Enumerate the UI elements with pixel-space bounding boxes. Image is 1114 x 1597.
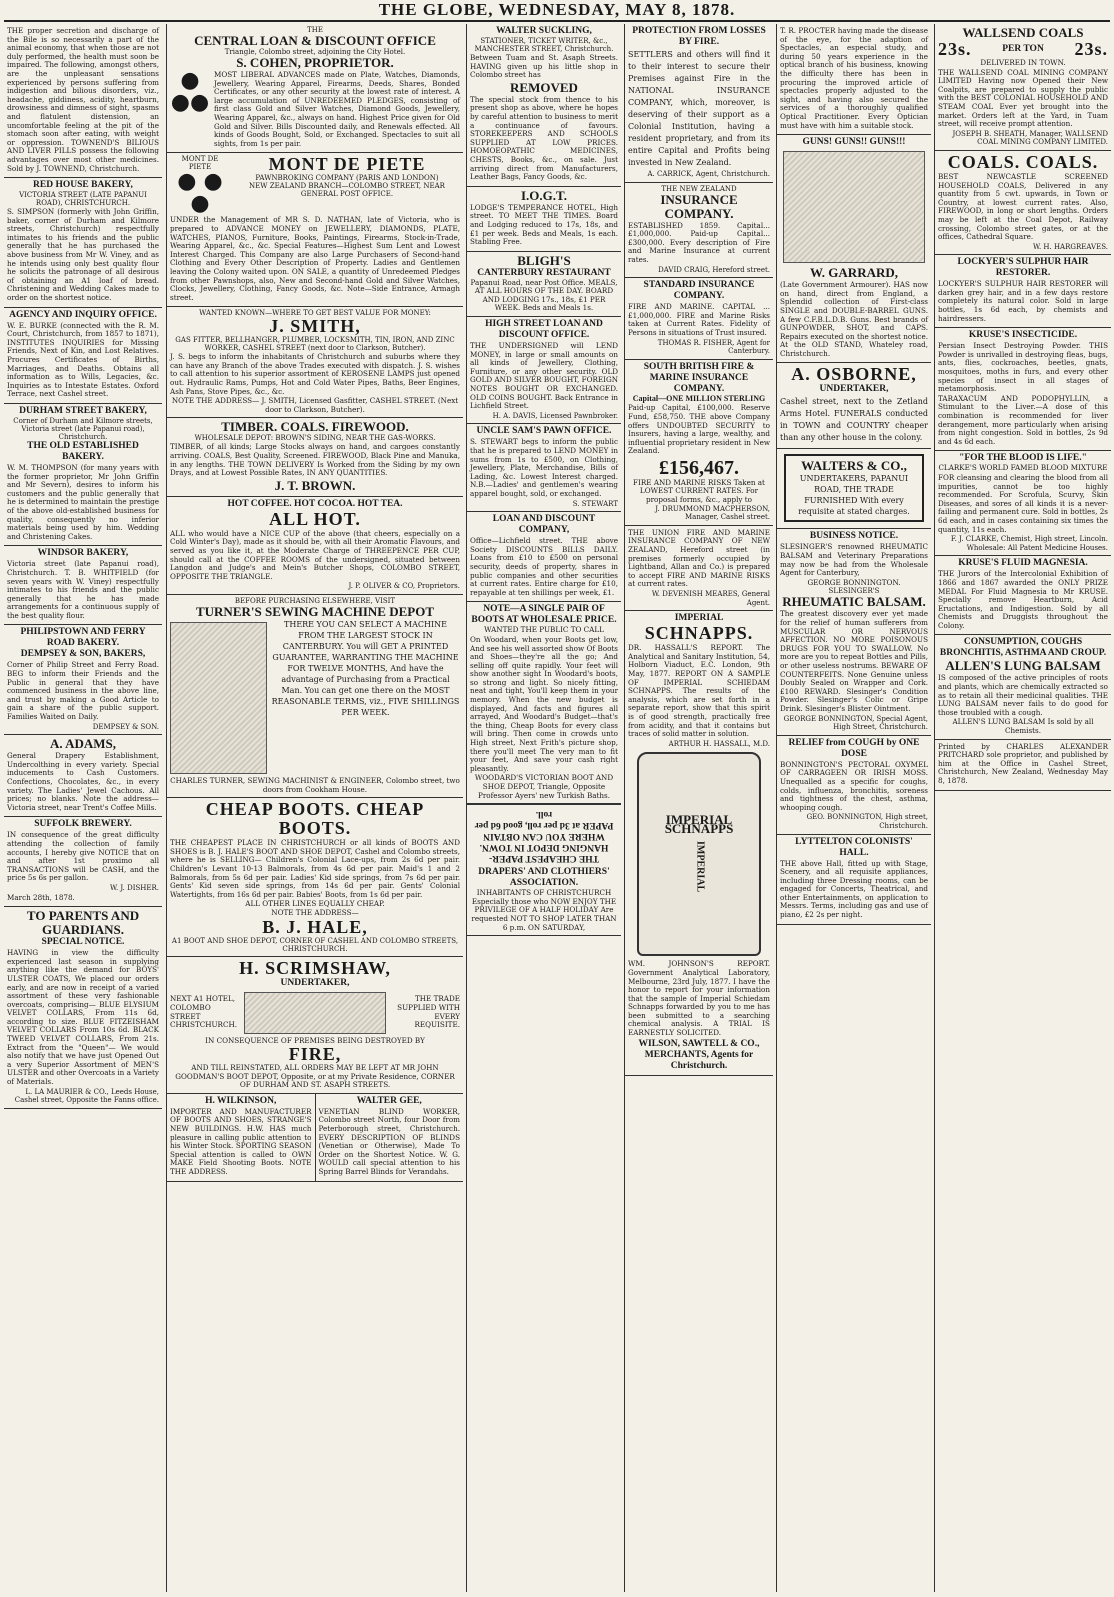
ad-signature: F. J. CLARKE, Chemist, High street, Lincoln. Wholesale: All Patent Medicine Houses.: [950, 535, 1108, 552]
ad-text: TARAXACUM AND PODOPHYLLIN, a Stimulant to the Liver.—A dose of this combination is recommended for liver derangement, more particularly when arising from night congestion. Sold in bottles, 2s 9d and 4s 6d each.: [938, 393, 1108, 446]
ad-note: NOTE THE ADDRESS—: [271, 907, 359, 917]
column-3: [466, 24, 621, 1592]
ad-red-house-bakery: [4, 178, 162, 308]
emblem-label: MONT DE PIETE: [181, 155, 219, 172]
ad-heading: RED HOUSE BAKERY,: [33, 180, 133, 191]
ad-subheading: WHOLESALE DEPOT: BROWN'S SIDING, NEAR THE GAS-WORKS.: [194, 434, 436, 443]
ad-signature: GEORGE BONNINGTON.: [807, 577, 901, 587]
ad-signature: DEMPSEY & SON.: [92, 722, 159, 731]
ad-subheading: CLARKE'S WORLD FAMED BLOOD MIXTURE: [938, 463, 1108, 473]
ad-signature: J. P. OLIVER & CO, Proprietors.: [348, 582, 460, 591]
bottle-side-label: IMPERIAL: [694, 841, 706, 893]
ad-row-bottom: [167, 1094, 463, 1182]
ad-colonists-hall: [777, 835, 931, 925]
ad-subheading: GAS FITTER, BELLHANGER, PLUMBER, LOCKSMITH, TIN, IRON, AND ZINC WORKER, CASHEL STREET (next door to Clarkson, Butcher).: [175, 336, 455, 353]
ad-heading: CENTRAL LOAN & DISCOUNT OFFICE: [194, 33, 436, 48]
ad-lung-balsam: [935, 635, 1111, 739]
price-row: [938, 40, 1108, 59]
ad-capital: Capital—ONE MILLION STERLING: [632, 393, 766, 403]
ad-text: FOR cleansing and clearing the blood from all impurities, cannot be too highly recommended. For Scrofula, Scurvy, Skin Diseases, and sores of all kinds it is a never-failing and permanent cure. Sold in bottles, 2s 6d each, and in cases containing six times the quantity, 11s each.: [938, 472, 1108, 534]
ad-lockyers: [935, 255, 1111, 328]
ad-subheading: SPECIAL NOTICE.: [41, 937, 125, 948]
column-5: [776, 24, 931, 1592]
ad-heading: STANDARD INSURANCE COMPANY.: [643, 280, 755, 302]
ad-heading: LOCKYER'S SULPHUR HAIR RESTORER.: [957, 257, 1089, 279]
ad-text: THE proper secretion and discharge of the Bile is so necessarily a part of the animal economy, that when those are not duly performed, the health must soon be impaired. The following, amongst others, are the unpleasant sensations experienced by persons suffering from indigestion and bilious disorders, viz., headache, giddiness, acidity, heartburn, drowsiness and dimness of sight, spasms and flatulent distension, an uncomfortable feeling at the pit of the stomach soon after eating, with weight or oppression. TOWNEND'S BILIOUS AND LIVER PILLS possess the following advantages over most other medicines. Sold by J. TOWNEND, Christchurch.: [7, 26, 159, 173]
ad-text: General Drapery Establishment, Undercolthing in every variety. Special inducements to Cash Customers. Confections, Chocolates, &c., in every variety. The Ladies' Jewel Cachous. All prices; no blanks. Note the address—Victoria street, near Trent's Coffee Mills.: [7, 751, 159, 812]
ad-pre: SLESINGER'S: [828, 587, 880, 596]
ad-body: [170, 989, 460, 1037]
ad-signature: THOMAS R. FISHER, Agent for Canterbury.: [657, 338, 770, 356]
ad-text: BEST NEWCASTLE SCREENED HOUSEHOLD COALS, Delivered in any quantity from 5 cwt. upwards, in Town or Country, at lowest current rates. Also, FIREWOOD, in long or short lengths. Orders may be left at the Coal Depot, Railway crossing, Colombo street gates, or at the offices, Cathedral Square.: [938, 171, 1108, 242]
ad-signature: ARTHUR H. HASSALL, M.D.: [668, 739, 770, 748]
ad-uncle-sams: [467, 424, 621, 512]
ad-heading: HIGH STREET LOAN AND DISCOUNT OFFICE.: [485, 319, 603, 341]
ad-text: Office—Lichfield street. THE above Society DISCOUNTS BILLS DAILY. Loans from £10 to £500 on personal security, deeds of property, shares in public companies and other securities at current rates. Entire charge for £10, repayable at ten shillings per week, £1.: [470, 536, 618, 597]
ad-text: ALL who would have a NICE CUP of the above (that cheers, especially on a Cold Winter's Day), made as it should be, with all their Aromatic Flavours, and served as you like it, at the Moderate Charge of THREEPENCE PER CUP, should call at the COFFEE ROOMS of the undersigned, situated between Langdon and Judge's and Mein's Butcher Shops, COLOMBO STREET, OPPOSITE THE TRIANGLE.: [170, 528, 460, 581]
ad-walter-gee: [316, 1094, 464, 1182]
ad-heading: PROTECTION FROM LOSSES BY FIRE.: [632, 26, 766, 47]
price-right: 23s.: [1074, 39, 1108, 59]
ad-heading: THE OLD ESTABLISHED BAKERY.: [27, 440, 139, 462]
ad-signature: CHARLES TURNER, SEWING MACHINIST & ENGINEER, Colombo street, two doors from Cookham House.: [170, 775, 460, 794]
masthead: THE GLOBE, WEDNESDAY, MAY 8, 1878.: [378, 0, 736, 19]
ad-text: THE WALLSEND COAL MINING COMPANY LIMITED Having now Opened their New Coalpits, are prepared to supply the public with the BEST COLONIAL HOUSEHOLD AND STEAM COAL Ever yet brought into the market. Orders left at the Yard, in Tuam street, will receive prompt attention.: [938, 67, 1108, 129]
ad-text: FIRE AND MARINE. CAPITAL ... £1,000,000. FIRE and Marine Risks taken at Current Rates. Fidelity of Persons in situations of Trust insured.: [628, 302, 770, 337]
ad-pre: IMPERIAL: [674, 613, 724, 624]
ad-south-british: [625, 360, 773, 526]
imprint-text: Printed by CHARLES ALEXANDER PRITCHARD sole proprietor, and published by him at the Office in Cashel Street, Christchurch, New Zealand, Wednesday May 8, 1878.: [938, 741, 1108, 785]
ad-heading: AGENCY AND INQUIRY OFFICE.: [9, 309, 157, 320]
ad-heading: RELIEF from COUGH by ONE DOSE: [788, 737, 920, 759]
ad-body: [170, 70, 460, 149]
ad-text: W. M. THOMPSON (for many years with the former proprietor, Mr John Griffin and Mr Severn), desires to inform his customers and the public generally that he is determined to maintain the prestige of the above old-established business for quality, consequently no inferior materials being used by him. Wedding and Christening Cakes.: [7, 462, 159, 541]
ad-subheading: Corner of Durham and Kilmore streets, Victoria street (late Papanui road), Christchurch.: [13, 416, 153, 441]
ad-text: Persian Insect Destroying Powder. THIS Powder is unrivalled in destroying fleas, bugs, ants, flies, cockroaches, beetles, gnats, mosquitoes, moths in furs, and every other species of insect in all stages of metamorphosis.: [938, 341, 1108, 394]
ad-wallsend-coals: [935, 24, 1111, 151]
ad-right-text: THE TRADE SUPPLIED WITH EVERY REQUISITE.: [397, 994, 460, 1030]
ad-heading: A. OSBORNE,: [791, 364, 917, 385]
ad-header-row: [170, 155, 460, 215]
ad-text: MOST LIBERAL ADVANCES made on Plate, Watches, Diamonds, Jewellery, Wearing Apparel, Firearms, Deeds, Shares, Bonded Certificates, or any other security at the lowest rate of interest. A large accumulation of UNREDEEMED PLEDGES, consisting of first class Gold and Silver Watches, Diamond Goods, Jewellery, Wearing Apparel, &c., always on hand. Highest Price given for Old Gold and Silver. Bills Discounted daily, and Renewals effected. All kinds of Goods Bought, Sold, or Exchanged. Spectacles to suit all sights, from 1s per pair.: [214, 70, 460, 148]
ad-pre: THE NEW ZEALAND: [661, 184, 737, 193]
ad-text: Between Tuam and St. Asaph Streets. HAVING given up his little shop in Colombo street has: [470, 53, 618, 80]
ad-signature: GEO. BONNINGTON, High street, Christchurch.: [806, 813, 928, 830]
ad-heading: CHEAP BOOTS. CHEAP BOOTS.: [205, 799, 425, 839]
hunting-scene-illustration: [783, 151, 925, 263]
ad-cheap-boots: [167, 798, 463, 956]
ad-signature: DAVID CRAIG, Hereford street.: [658, 265, 770, 274]
ad-blood-mixture: [935, 451, 1111, 556]
ad-heading: WALTER GEE,: [356, 1095, 422, 1106]
schnapps-bottle-illustration: [637, 752, 761, 956]
ad-text: THERE YOU CAN SELECT A MACHINE FROM THE LARGEST STOCK IN CANTERBURY. You will GET A PRINTED GUARANTEE, WARRANTING THE MACHINE FOR TWELVE MONTHS, And have the advantage of Purchasing from a Practical Man. You can get one there on the MOST REASONABLE TERMS, viz., FIVE SHILLINGS PER WEEK.: [271, 619, 460, 717]
ad-text: Corner of Philip Street and Ferry Road. BEG to inform their Friends and the Public in general that they have commenced business in the above line, and trust by making a Good Article to gain a share of the public support. Families Waited on Daily.: [7, 660, 159, 722]
pawnbroker-balls-icon: ● ●●: [170, 68, 210, 115]
ad-fluid-magnesia: [935, 556, 1111, 635]
ad-iogt: [467, 187, 621, 252]
ad-signature: J. T. BROWN.: [274, 477, 356, 493]
ad-suckling: [467, 24, 621, 187]
ad-text: Victoria street (late Papanui road), Christchurch. T. B. WHITFIELD (for seven years with W. Viney) respectfully intimates to his friends and the public generally that he has made arrangements for a continuous supply of the best quality flour.: [7, 559, 159, 620]
ad-subheading: NEW ZEALAND BRANCH—COLOMBO STREET, NEAR GENERAL POST OFFICE.: [249, 182, 445, 199]
ad-heading: BUSINESS NOTICE.: [809, 531, 899, 542]
ad-all-hot: [167, 497, 463, 595]
ad-subheading: VICTORIA STREET (LATE PAPANUI ROAD), CHRISTCHURCH.: [19, 191, 147, 208]
ad-kruse-insecticide: [935, 328, 1111, 451]
ad-heading: TIMBER. COALS. FIREWOOD.: [221, 419, 409, 435]
ad-paperhanging-inverted: [467, 804, 621, 865]
ad-text: ESTABLISHED 1859. Capital... £1,000,000. Paid-up Capital... £300,000. Every description of Fire and Marine Insurance at current rates.: [628, 220, 770, 264]
column-4: [624, 24, 773, 1592]
price-left: 23s.: [938, 39, 972, 59]
ad-turner-sewing: [167, 595, 463, 798]
sewing-machine-illustration: [170, 622, 267, 774]
ad-text: Paid-up Capital, £100,000. Reserve Fund, £58,750. THE above Company offers UNDOUBTED SECURITY to Insurers, having a large, wealthy, and influential proprietary resident in New Zealand.: [628, 403, 770, 456]
ad-text: LOCKYER'S SULPHUR HAIR RESTORER will darken grey hair, and in a few days restore completely its natural color. Sold in large bottles, 1s 6d each, by chemists and hairdressers.: [938, 279, 1108, 323]
ad-text: AND TILL REINSTATED, ALL ORDERS MAY BE LEFT AT MR JOHN GOODMAN'S BOOT DEPOT, Opposite, or at my Private Residence, CORNER OF DURHAM AND ST. ASAPH STREETS.: [175, 1063, 455, 1090]
ad-subheading: UNDERTAKER,: [819, 384, 889, 395]
ad-fire: FIRE,: [288, 1044, 342, 1065]
ad-text: T. R. PROCTER having made the disease of the eye, for the adaption of Spectacles, an especial study, and during 50 years experience in the optical branch of his business, knowing the difficulty there has been in procuring the improved article of spectacles properly adjusted to the sight, and having also secured the services of a thoroughly qualified Optical Practitioner. Every Optician must have with him a suitable stock.: [780, 26, 928, 130]
ad-high-street-loan: [467, 317, 621, 424]
ad-text: W. E. BURKE (connected with the R. M. Court, Christchurch, from 1857 to 1871), INSTITUTES INQUIRIES for Missing Friends, Next of Kin, and Lost Relatives. Procures Certificates of Births, Marriages, and Deaths. Obtains all information as to Wills, Legacies, &c. Inquiries as to Intestate Estates. Oxford Terrace, next Cashel street.: [7, 320, 159, 399]
ad-loan-discount: [467, 512, 621, 602]
ad-union-fire: [625, 526, 773, 611]
ad-text: SETTLERS and others will find it to their interest to secure their Premises against Fire in the NATIONAL INSURANCE COMPANY, which, moreover, is deserving of their support as a Colonial Institution, having a resident proprietary, and from its entire Capital and Profits being invested in New Zealand.: [628, 50, 770, 167]
ad-heading: PHILIPSTOWN AND FERRY ROAD BAKERY.: [20, 627, 146, 649]
ad-text: UNDER the Management of MR S. D. NATHAN, late of Victoria, who is prepared to ADVANCE MONEY on JEWELLERY, DIAMONDS, PLATE, WATCHES, PIANOS, Furniture, Books, Paintings, Firearms, Stock-in-Trade, Wearing Apparel, &c., &c. Special Features—Highest Sum Lent and Lowest Interest Charged. This Company are also Large Purchasers of Second-hand Clothing and Every Other Description of Property. Ladies and Gentlemen leaving the Colony waited upon. ON SALE, a quantity of Unredeemed Pledges from other Pawnshops, also, New and Second-hand Gold and Silver Watches, Clocks, Jewellery, Clothing, Fancy Goods, &c. Note—Side Entrance, Armagh street.: [170, 215, 460, 302]
ad-report: WM. JOHNSON'S REPORT. Government Analytical Laboratory, Melbourne, 23rd July, 1877. I have the honor to report for your information that the sample of Imperial Schiedam Schnapps forwarded by you to me has been submitted to a searching chemical analysis. A TRIAL IS EARNESTLY SOLICITED.: [628, 959, 770, 1038]
ad-heading: CONSUMPTION, COUGHS BRONCHITIS, ASTHMA AND CROUP.: [939, 637, 1107, 659]
hearse-illustration: [244, 992, 386, 1034]
ad-text: FIRE AND MARINE RISKS Taken at LOWEST CURRENT RATES. For proposal forms, &c., apply to: [633, 477, 765, 505]
ad-agents: WILSON, SAWTELL & CO., MERCHANTS, Agents for Christchurch.: [638, 1038, 760, 1071]
ad-proprietor: S. COHEN, PROPRIETOR.: [236, 55, 394, 70]
ad-subheading: UNDERTAKER,: [280, 977, 350, 988]
ad-signature: ALLEN'S LUNG BALSAM Is sold by all Chemists.: [952, 717, 1094, 736]
ad-heading: RHEUMATIC BALSAM.: [782, 594, 926, 610]
pawnbroker-balls-icon: ● ● ●: [177, 169, 223, 217]
ad-heading: LYTTELTON COLONISTS' HALL.: [795, 836, 913, 858]
ad-heading: GUNS! GUNS!! GUNS!!!: [802, 137, 906, 148]
ad-text: BONNINGTON'S PECTORAL OXYMEL OF CARRAGEEN OR IRISH MOSS. Unequalled as a specific for coughs, colds, influenza, bronchitis, soreness and tightness of the chest, asthma, whooping cough.: [780, 759, 928, 812]
ad-subheading: STATIONER, TICKET WRITER, &c., MANCHESTER STREET, Christchurch.: [474, 37, 614, 53]
ad-signature: GEORGE BONNINGTON, Special Agent, High Street, Christchurch.: [783, 714, 928, 732]
ad-blighs: [467, 252, 621, 317]
ad-emblem: [170, 155, 230, 215]
ad-heading: H. WILKINSON,: [205, 1095, 277, 1106]
ad-heading: WALLSEND COALS: [962, 25, 1084, 40]
ad-text: Cashel street, next to the Zetland Arms Hotel. FUNERALS conducted in TOWN and COUNTRY cheaper than any other house in the colony.: [780, 397, 928, 443]
masthead-rule: [4, 20, 1110, 22]
ad-line: ALL OTHER LINES EQUALLY CHEAP.: [245, 899, 385, 909]
ad-subheading: WANTED THE PUBLIC TO CALL: [484, 625, 604, 635]
ad-note: NOTE THE ADDRESS— J. SMITH, Licensed Gasfitter, CASHEL STREET. (Next door to Clarkson, Butcher).: [171, 396, 459, 414]
ad-subheading: DELIVERED IN TOWN.: [980, 58, 1066, 67]
ad-heading: WALTERS & CO.,: [801, 458, 907, 474]
bottle-label: IMPERIAL SCHNAPPS: [664, 812, 734, 836]
ad-heading: ALL HOT.: [269, 508, 361, 529]
ad-fire-protection: [625, 24, 773, 183]
ad-left-text: NEXT A1 HOTEL, COLOMBO STREET CHRISTCHURCH.: [170, 994, 238, 1030]
ad-coals-coals: [935, 151, 1111, 255]
ad-heading: NOTE—A SINGLE PAIR OF BOOTS AT WHOLESALE PRICE.: [471, 604, 617, 626]
column-1: [4, 24, 162, 1592]
ad-central-loan: [167, 24, 463, 153]
ad-signature: W. H. HARGREAVES.: [1032, 242, 1108, 251]
ad-garrard-guns: [777, 135, 931, 363]
ad-heading: INSURANCE COMPANY.: [660, 191, 738, 221]
ad-body: [170, 619, 460, 777]
ad-text: THE UNDERSIGNED will LEND MONEY, in large or small amounts on all kinds of Jewellery, Clothing, Furniture, or any other security. OLD GOLD AND SILVER BOUGHT, FOREIGN NOTES BOUGHT OR EXCHANGED. OLD COINS BOUGHT. Back Entrance in Lichfield Street.: [470, 341, 618, 411]
ad-mont-de-piete: [167, 153, 463, 307]
ad-bilious-pills: [4, 24, 162, 178]
ad-suffolk-brewery: [4, 817, 162, 907]
ad-text: IN consequence of the great difficulty attending the collection of family accounts, I hereby give NOTICE that on and after 1st proximo all TRANSACTIONS will be CASH, and the price 5s 6s per gallon.: [7, 830, 159, 883]
ad-standard-insurance: [625, 278, 773, 360]
ad-text: (Late Government Armourer). HAS now on hand, direct from England, a Splendid collection of First-class SINGLE and DOUBLE-BARREL GUNS. A few C.F.B.L.D.B. Guns. Best brands of GUNPOWDER, SHOT, and CAPS. Repairs executed on the shortest notice. At the OLD STAND, Whateley road, Christchurch.: [780, 280, 928, 358]
ad-woodards-boots: [467, 602, 621, 804]
ad-heading: SUFFOLK BREWERY.: [34, 819, 132, 830]
ad-amount: £156,467.: [659, 456, 739, 479]
ad-heading: TO PARENTS AND GUARDIANS.: [26, 908, 140, 938]
ad-drapers-association: [467, 865, 621, 936]
ad-pre: BEFORE PURCHASING ELSEWHERE, VISIT: [234, 596, 396, 605]
ad-text: UNDERTAKERS, PAPANUI ROAD, THE TRADE FURNISHED With every requisite at stated charges.: [798, 474, 910, 517]
ad-business-notice: [777, 529, 931, 735]
ad-osborne: [777, 363, 931, 449]
ad-heading: SCHNAPPS.: [644, 623, 754, 644]
ad-adams: [4, 735, 162, 817]
ad-pre: WANTED KNOWN—WHERE TO GET BEST VALUE FOR MONEY:: [199, 309, 431, 318]
ad-heading: LOAN AND DISCOUNT COMPANY,: [492, 514, 596, 536]
ad-pre: HOT COFFEE. HOT COCOA. HOT TEA.: [227, 498, 403, 509]
price-unit: PER TON: [1002, 44, 1044, 54]
ad-cough-relief: [777, 736, 931, 835]
ad-subheading: PAWNBROKING COMPANY (PARIS AND LONDON): [255, 174, 439, 183]
ad-signature: H. A. DAVIS, Licensed Pawnbroker.: [492, 411, 618, 420]
ad-parents-guardians: [4, 907, 162, 1109]
ad-text: TIMBER, of all kinds; Large Stocks always on hand, and cargoes constantly arriving. COALS, Best Quality, Screened. FIREWOOD, Black Pine and Manuka, in any lengths. THE TOWN DELIVERY Is Worked from the Siding by my own Drays, and at Lowest Possible Rates, IN ANY QUANTITIES.: [170, 442, 460, 478]
ad-text: THE Jurors of the Intercolonial Exhibition of 1866 and 1867 awarded the ONLY PRIZE MEDAL For Fluid Magnesia to Mr KRUSE. Specially remove Heartburn, Acid Eructations, and Indigestion. Sold by all Chemists and Druggists throughout the Colony.: [938, 569, 1108, 630]
ad-dempsey: [4, 625, 162, 735]
ad-timber-coals: [167, 418, 463, 496]
ad-text: S. STEWART begs to inform the public that he is prepared to LEND MONEY in sums from 1s to £500, on Clothing, Jewellery, Plate, Merchandise, Bills of Lading, &c. Lowest Interest charged. N.B.—Ladies' and gentlemen's wearing apparel bought, sold, or exchanged.: [470, 437, 618, 498]
ad-heading: BLIGH'S: [517, 252, 571, 268]
ad-subheading: ALLEN'S LUNG BALSAM: [945, 658, 1101, 674]
ad-address: A1 BOOT AND SHOE DEPOT, CORNER OF CASHEL AND COLOMBO STREETS, CHRISTCHURCH.: [171, 936, 459, 953]
ad-text: THE UNION FIRE AND MARINE INSURANCE COMPANY OF NEW ZEALAND, Hereford street (in premises formerly occupied by Lightband, Allan and Co.) is prepared to accept FIRE AND MARINE RISKS at current rates.: [628, 527, 770, 589]
ad-heading: DURHAM STREET BAKERY,: [19, 405, 147, 416]
ad-nz-insurance: [625, 183, 773, 279]
ad-text: J. S. begs to inform the inhabitants of Christchurch and suburbs where they can have any Branch of the above Trades executed with dispatch. J. S. wishes to call attention to his superior assortment of KEROSENE LAMPS just opened out. Hydraulic Rams, Pumps, Hot and Cold Water Pipes, Baths, Beer Engines, Ash Pans, Stove Pipes, &c., &c.: [170, 352, 460, 396]
ad-heading: A. ADAMS,: [49, 736, 117, 752]
ad-text: S. SIMPSON (formerly with John Griffin, baker, corner of Durham and Kilmore streets, Christchurch) respectfully intimates to his friends and the public generally that he has purchased the above business from Mr W. Viney, and as he intends using only best quality flour he solicits the patronage of all desirous of obtaining an A1 loaf of bread. Christening and Wedding Cakes made to order on the shortest notice.: [7, 207, 159, 303]
ad-heading: TURNER'S SEWING MACHINE DEPOT: [195, 603, 434, 619]
ad-text: DR. HASSALL'S REPORT. The Analytical and Sanitary Institution, 54, Holborn Viaduct, E.C. London, 9th May, 1877. REPORT ON A SAMPLE OF IMPERIAL SCHIEDAM SCHNAPPS. The results of the analysis, which are set forth in a separate report, show that this spirit is of good strength, practically free from acidity, and that it contains but traces of solid matter in solution.: [628, 643, 770, 739]
ad-text: IN CONSEQUENCE OF PREMISES BEING DESTROYED BY: [205, 1035, 425, 1045]
ad-heading: KRUSE'S FLUID MAGNESIA.: [958, 558, 1088, 569]
ad-text: The special stock from thence to his present shop as above, where he hopes by careful attention to business to merit a continuance of favours. STOREKEEPERS AND SCHOOLS SUPPLIED AT LOW PRICES. HOMOEOPATHIC MEDICINES, CHESTS, Books, &c., on sale. Just arriving direct from Manufacturers, Leather Bags, Fancy Goods, &c.: [470, 94, 618, 182]
ad-heading: DEMPSEY & SON, BAKERS,: [20, 649, 146, 660]
ad-heading: DRAPERS' AND CLOTHIERS' ASSOCIATION.: [478, 867, 610, 889]
ad-heading: MONT DE PIETE: [268, 154, 426, 175]
ad-text: HAVING in view the difficulty experienced last season in supplying anything like the demand for BOYS' ULSTER COATS, We placed our orders early, and are now in receipt of a varied assortment of these very fashionable overcoats, comprising— BLUE ELYSIUM VELVET COLLARS, From 11s 6d, according to size. BLUE FITZEISHAM VELVET COLLARS From 10s 6d. BLACK TWEED VELVET COLLARS, From 21s. Extract from the "Queen"— We would also notify that we have just Opened Out a very Superior Assortment of MEN'S ULSTER and other Overcoats in a Variety of Materials.: [7, 948, 159, 1087]
ad-date: March 28th, 1878.: [7, 892, 75, 902]
column-6: [934, 24, 1111, 1592]
ad-heading: WINDSOR BAKERY,: [37, 548, 129, 559]
ad-heading: UNCLE SAM'S PAWN OFFICE.: [476, 426, 612, 437]
ad-signature: W. J. DISHER.: [109, 883, 159, 892]
ad-proprietor: W. GARRARD,: [810, 265, 898, 281]
ad-j-smith: [167, 307, 463, 418]
ad-signature: A. CARRICK, Agent, Christchurch.: [647, 170, 770, 178]
ad-durham-bakery: [4, 404, 162, 546]
ad-text: IS composed of the active principles of roots and plants, which are chemically extracted so as to retain all their medicinal qualities. THE LUNG BALSAM never fails to do good for those troubled with a cough.: [938, 673, 1108, 717]
ad-signature: WOODARD'S VICTORIAN BOOT AND SHOE DEPOT, Triangle, Opposite Professor Ayers' new Turkish Baths.: [474, 773, 614, 800]
ad-text: Papanui Road, near Post Office. MEALS, AT ALL HOURS OF THE DAY. BOARD AND LODGING 17s., 18s, £1 PER WEEK. Beds and Meals 1s.: [470, 277, 618, 313]
ad-text: SLESINGER'S renowned RHEUMATIC BALSAM and Veterinary Preparations may now be had from the Wholesale Agent for Canterbury,: [780, 542, 928, 578]
ad-scrimshaw: [167, 957, 463, 1094]
ad-heading: J. SMITH,: [269, 316, 361, 337]
ad-windsor-bakery: [4, 546, 162, 625]
ad-signature: S. STEWART: [572, 499, 618, 508]
ad-subheading: CANTERBURY RESTAURANT: [477, 267, 611, 278]
ad-signature: L. LA MAURIER & CO., Leeds House, Cashel street, Opposite the Fanns office.: [14, 1087, 159, 1105]
ad-proprietor: B. J. HALE,: [262, 916, 368, 937]
ad-text: INHABITANTS OF CHRISTCHURCH Especially those who NOW ENJOY THE PRIVILEGE OF A HALF HOLIDAY Are requested NOT TO SHOP LATER THAN 6 p.m. ON SATURDAY,: [471, 888, 617, 932]
ad-heading: "FOR THE BLOOD IS LIFE.": [959, 453, 1087, 464]
ad-pre: THE: [307, 26, 323, 34]
ad-signature: J. DRUMMOND MACPHERSON, Manager, Cashel street.: [655, 504, 770, 522]
ad-heading: WALTER SUCKLING,: [496, 26, 592, 36]
ad-subheading: Triangle, Colombo street, adjoining the City Hotel.: [224, 48, 406, 56]
ad-text: The greatest discovery ever yet made for the relief of human sufferers from MUSCULAR OR NERVOUS AFFECTION. NO MORE POISONOUS DRUGS FOR YOU TO SWALLOW. No more are you to repeat Bottles and Pills, or other useless nostrums. BEWARE OF COUNTERFEITS. None Genuine unless Doubly Sealed on Wrapper and Cork. £100 REWARD. Slesinger's Condition Powder. Slesinger's Colic or Gripe Drink. Slesinger's Blister Ointment.: [780, 609, 928, 713]
ad-text: On Woodard, when your Boots get low, And see his well assorted show Of Boots and Shoes—they're all the go; And selling off quite rapidly. Your feet will show another sight In Woodard's boots, so strong and light. So nicely fitting, neat and tight, You'll keep them in your memory. When the new budget is displayed, And facts and figures all arrayed, And Woodard's Budget—that's the thing, Cheap Boots for every class will bring. Then come in crowds unto High street, Next Frith's picture shop, there you'll meet The very man to fit your feet, And save your cash right pleasantly.: [470, 634, 618, 773]
ad-wilkinson: [167, 1094, 316, 1182]
ad-spectacles: [777, 24, 931, 135]
ad-heading: KRUSE'S INSECTICIDE.: [968, 330, 1078, 341]
ad-heading: H. SCRIMSHAW,: [239, 957, 391, 978]
ad-signature: JOSEPH B. SHEATH, Manager, WALLSEND COAL MINING COMPANY LIMITED.: [952, 129, 1108, 147]
ad-imperial-schnapps: [625, 611, 773, 1075]
ad-agency: [4, 308, 162, 404]
ad-heading: SOUTH BRITISH FIRE & MARINE INSURANCE COMPANY.: [643, 361, 755, 394]
walters-box: [784, 454, 924, 522]
ad-text: LODGE'S TEMPERANCE HOTEL, High street. TO MEET THE TIMES. Board and Lodging reduced to 17s, 18s, and £1 per week. Beds and Meals, 1s each. Stabling Free.: [470, 202, 618, 247]
ad-text: VENETIAN BLIND WORKER, Colombo street North, four Door from Peterborough street, Christchurch. EVERY DESCRIPTION OF BLINDS (Venetian or Otherwise), Made To Order on the Shortest Notice. W. G. WOULD call special attention to his Spring Barrel Blinds for Verandahs.: [318, 1106, 460, 1177]
ad-text: THE CHEAPEST PLACE IN CHRISTCHURCH or all kinds of BOOTS AND SHOES is B. J. HALE'S BOOT AND SHOE DEPOT, Cashel and Colombo streets, where he is SELLING— Children's Colonial Lace-ups, from 2s 6d per pair. Children's Levant 10-13 Balmorals, from 4s 6d per pair. Maid's 1 and 2 Balmorals, from 5s 6d per pair. Ladies' Kid side springs, from 7s 6d per pair. Gents' Kid seven side springs, from 14s 6d per pair. Gents' Colonial Watertights, from 16s 6d per pair. Babies' Boots, from 1s 6d per pair.: [170, 838, 460, 899]
ad-removed: REMOVED: [510, 79, 578, 95]
ad-heading: COALS. COALS.: [947, 151, 1099, 172]
ad-walters: [777, 449, 931, 529]
ad-heading: I.O.G.T.: [521, 187, 567, 203]
ad-signature: W. DEVENISH MEARES, General Agent.: [651, 590, 770, 607]
ad-text: THE CHEAPEST PAPER-HANGING DEPOT IN TOWN. WHERE YOU CAN OBTAIN PAPER at 3d per roll, good 6d per roll.: [474, 809, 614, 864]
column-2: [166, 24, 463, 1592]
ad-text: THE above Hall, fitted up with Stage, Scenery, and all requisite appliances, including three Dressing rooms, can be engaged for Concerts, Theatrical, and other Entertainments, on application to Messrs. Terms, including gas and use of piano, £2 2s per night.: [780, 858, 928, 920]
ad-text: IMPORTER AND MANUFACTURER OF BOOTS AND SHOES, STRANGE'S NEW BUILDINGS. H.W. HAS much pleasure in calling public attention to his Winter Stock. SPORTING SEASON Special attention is called to OWN MAKE Field Shooting Boots. NOTE THE ADDRESS.: [170, 1106, 312, 1177]
imprint: [935, 740, 1111, 791]
